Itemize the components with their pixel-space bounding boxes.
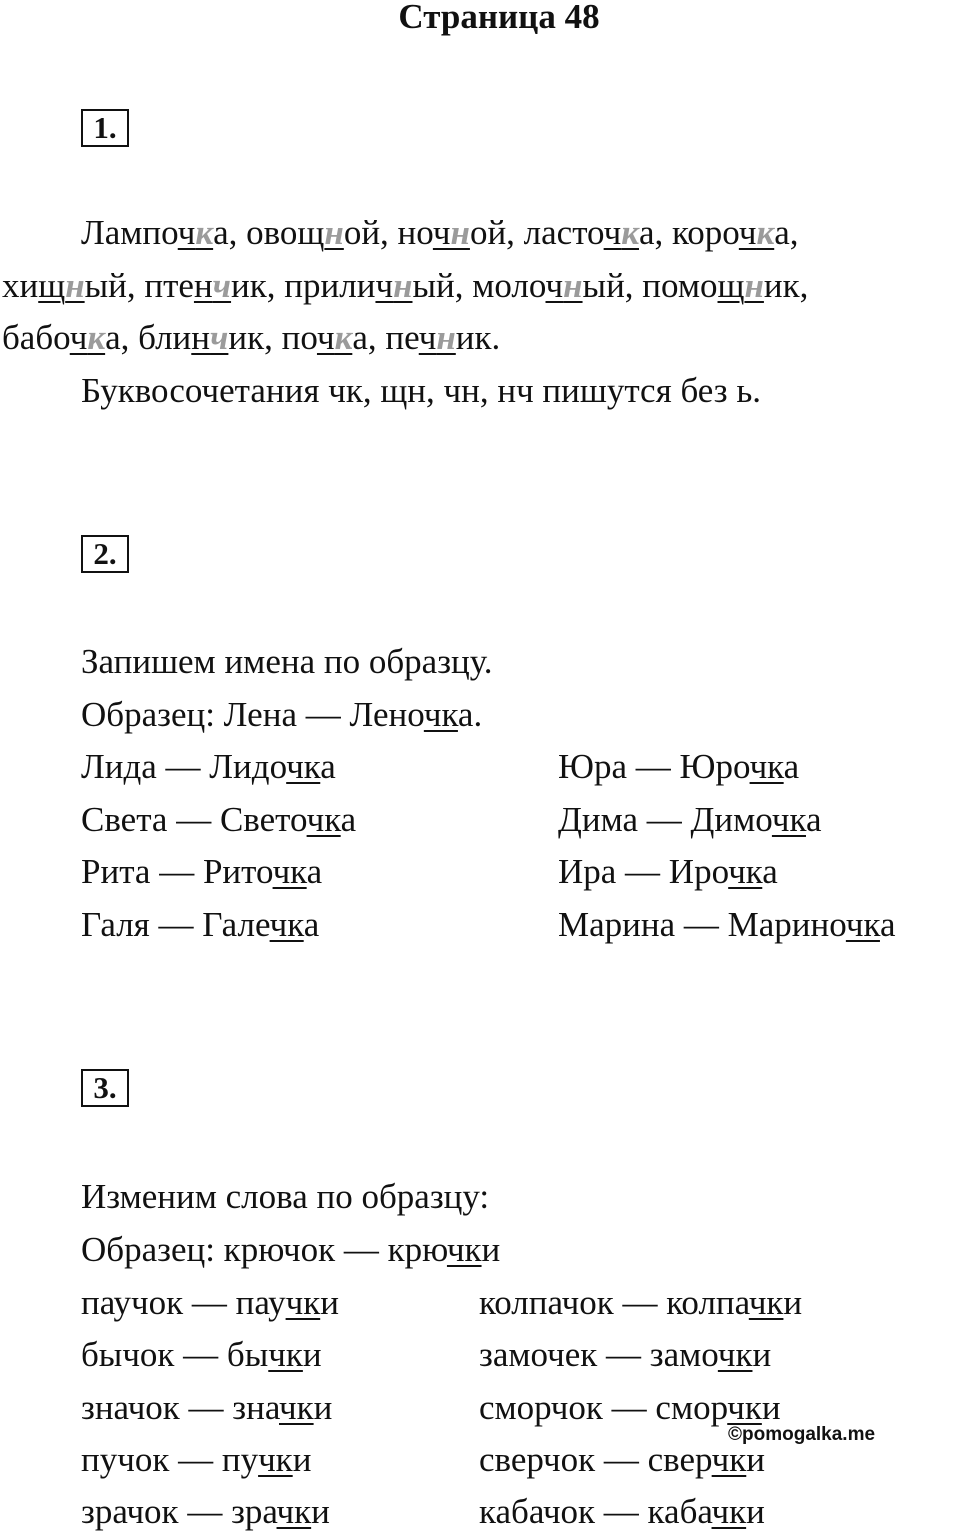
text-segment: Лида — Лидо — [81, 747, 287, 786]
task-2-name-pair — [81, 794, 356, 846]
underlined-letters: щ — [717, 266, 745, 305]
text-segment: кабачок — каба — [479, 1492, 712, 1531]
text-segment: Света — Свето — [81, 800, 307, 839]
highlighted-letter: н — [744, 266, 764, 305]
text-segment: Дима — Димо — [558, 800, 772, 839]
task-2-name-pair — [558, 899, 896, 951]
text-segment: а, пе — [352, 318, 419, 357]
highlighted-letter: ч — [210, 318, 229, 357]
underlined-letters: чк — [711, 1492, 747, 1531]
text-segment: а, овощ — [213, 213, 325, 252]
task-1-rule — [81, 365, 761, 417]
text-segment: сверчок — свер — [479, 1440, 712, 1479]
text-segment: а. — [457, 695, 483, 734]
underlined-letters: чк — [771, 800, 806, 839]
text-segment: паучок — пау — [81, 1283, 286, 1322]
underlined-letters: чк — [748, 1283, 784, 1322]
text-segment: и — [481, 1230, 501, 1269]
task-1-number: 1. — [81, 109, 129, 147]
underlined-letters: чк — [446, 1230, 482, 1269]
underlined-letters: ч — [375, 266, 394, 305]
text-segment: ик, по — [228, 318, 317, 357]
task-3-number: 3. — [81, 1069, 129, 1107]
text-segment: и — [761, 1388, 781, 1427]
text-segment: значок — зна — [81, 1388, 279, 1427]
text-segment: Лампо — [81, 213, 178, 252]
task-3-word-pair — [81, 1486, 330, 1538]
task-3-word-pair — [81, 1277, 339, 1329]
underlined-letters: ч — [432, 213, 451, 252]
text-segment: Галя — Гале — [81, 905, 270, 944]
text-segment: а — [320, 747, 336, 786]
text-segment: а, — [774, 213, 799, 252]
task-2-name-pair — [81, 741, 336, 793]
text-segment: бычок — бы — [81, 1335, 269, 1374]
task-1-line — [81, 207, 799, 259]
text-segment: ой, но — [343, 213, 433, 252]
text-segment: ый, пте — [84, 266, 194, 305]
task-3-word-pair — [479, 1486, 765, 1538]
underlined-letters: чк — [727, 1388, 762, 1427]
text-segment: ик. — [455, 318, 501, 357]
task-3-word-pair — [81, 1382, 332, 1434]
underlined-letters: ч — [418, 318, 437, 357]
underlined-letters: ч — [603, 213, 622, 252]
underlined-letters: чк — [286, 747, 321, 786]
text-segment: и — [313, 1388, 333, 1427]
text-segment: и — [746, 1492, 765, 1531]
text-segment: пучок — пу — [81, 1440, 259, 1479]
underlined-letters: чк — [717, 1335, 753, 1374]
task-1-line — [2, 312, 500, 364]
task-3-word-pair — [81, 1434, 311, 1486]
underlined-letters: чк — [285, 1283, 321, 1322]
highlighted-letter: к — [87, 318, 106, 357]
underlined-letters: ч — [738, 213, 757, 252]
text-segment: Юра — Юро — [558, 747, 750, 786]
text-segment: Ира — Иро — [558, 852, 729, 891]
task-2-name-pair — [558, 741, 799, 793]
task-2-name-pair — [558, 846, 778, 898]
page-title: Страница 48 — [398, 0, 600, 36]
task-3-intro: Изменим слова по образцу: — [81, 1177, 490, 1216]
task-1-line — [2, 260, 808, 312]
text-segment: сморчок — смор — [479, 1388, 728, 1427]
task-2-name-pair — [558, 794, 822, 846]
text-segment: а — [805, 800, 822, 839]
highlighted-letter: н — [393, 266, 413, 305]
underlined-letters: н — [193, 266, 213, 305]
underlined-letters: чк — [711, 1440, 747, 1479]
task-3-word-pair — [479, 1277, 802, 1329]
underlined-letters: чк — [306, 800, 341, 839]
text-segment: а — [306, 852, 323, 891]
highlighted-letter: ч — [212, 266, 232, 305]
underlined-letters: чк — [258, 1440, 293, 1479]
highlighted-letter: к — [195, 213, 214, 252]
text-segment: и — [292, 1440, 312, 1479]
text-segment: ый, помо — [582, 266, 718, 305]
text-segment: ый, моло — [412, 266, 546, 305]
underlined-letters: ч — [69, 318, 88, 357]
task-3-word-pair — [479, 1434, 765, 1486]
underlined-letters: чк — [276, 1492, 312, 1531]
underlined-letters: чк — [279, 1388, 314, 1427]
task-2-intro: Запишем имена по образцу. — [81, 642, 493, 681]
text-segment: и — [783, 1283, 803, 1322]
underlined-letters: чк — [272, 852, 307, 891]
underlined-letters: чк — [268, 1335, 303, 1374]
highlighted-letter: н — [65, 266, 85, 305]
watermark: ©pomogalka.me — [728, 1424, 876, 1445]
highlighted-letter: к — [756, 213, 775, 252]
highlighted-letter: к — [334, 318, 353, 357]
text-segment: ик, — [763, 266, 809, 305]
task-2-name-pair — [81, 846, 322, 898]
highlighted-letter: н — [324, 213, 344, 252]
text-segment: и — [320, 1283, 339, 1322]
text-segment: Образец: крючок — крю — [81, 1230, 447, 1269]
text-segment: ой, ласто — [469, 213, 604, 252]
text-segment: Рита — Рито — [81, 852, 273, 891]
task-2-name-pair — [81, 899, 319, 951]
text-segment: хи — [2, 266, 39, 305]
text-segment: а, коро — [639, 213, 739, 252]
text-segment: и — [752, 1335, 772, 1374]
text-segment: замочек — замо — [479, 1335, 718, 1374]
text-segment: а — [340, 800, 357, 839]
underlined-letters: н — [191, 318, 211, 357]
text-segment: бабо — [2, 318, 70, 357]
underlined-letters: чк — [423, 695, 458, 734]
text-segment: и — [302, 1335, 322, 1374]
task-3-sample — [81, 1224, 500, 1276]
underlined-letters: чк — [269, 905, 304, 944]
task-3-word-pair — [81, 1329, 322, 1381]
text-segment: Марина — Марино — [558, 905, 846, 944]
highlighted-letter: н — [436, 318, 456, 357]
highlighted-letter: к — [621, 213, 639, 252]
task-2-number: 2. — [81, 535, 129, 573]
text-segment: ик, прили — [231, 266, 376, 305]
underlined-letters: чк — [728, 852, 763, 891]
text-segment: а — [303, 905, 320, 944]
underlined-letters: чк — [845, 905, 880, 944]
underlined-letters: чк — [749, 747, 784, 786]
text-segment: и — [746, 1440, 765, 1479]
text-segment: Буквосочетания чк, щн, чн, нч пишутся без ь. — [81, 371, 762, 410]
text-segment: Образец: Лена — Лено — [81, 695, 424, 734]
text-segment: и — [311, 1492, 330, 1531]
task-3-word-pair — [479, 1329, 771, 1381]
task-2-sample — [81, 689, 482, 741]
text-segment: а — [762, 852, 778, 891]
underlined-letters: щ — [38, 266, 66, 305]
underlined-letters: ч — [545, 266, 564, 305]
highlighted-letter: н — [450, 213, 470, 252]
highlighted-letter: н — [563, 266, 583, 305]
text-segment: а — [783, 747, 800, 786]
text-segment: а — [879, 905, 896, 944]
text-segment: колпачок — колпа — [479, 1283, 749, 1322]
underlined-letters: ч — [177, 213, 196, 252]
text-segment: зрачок — зра — [81, 1492, 277, 1531]
underlined-letters: ч — [316, 318, 335, 357]
text-segment: а, бли — [105, 318, 192, 357]
